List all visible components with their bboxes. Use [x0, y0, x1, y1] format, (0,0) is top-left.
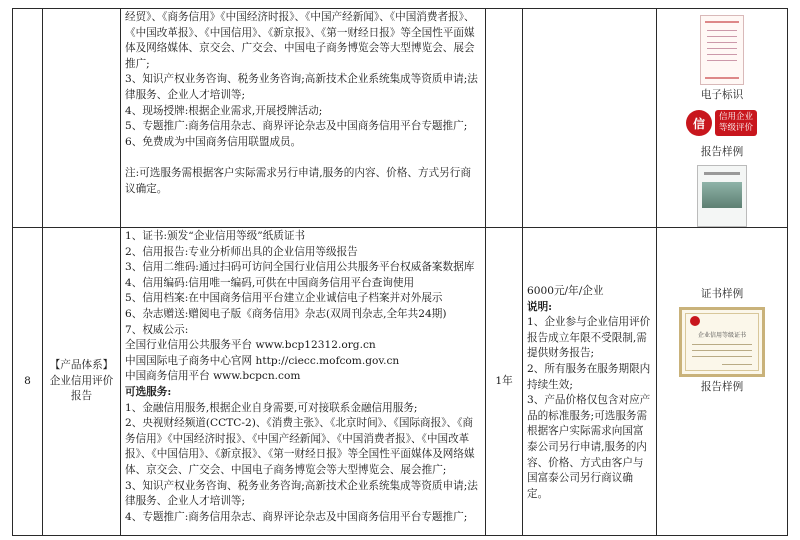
service-item: 5、信用档案:在中国商务信用平台建立企业诚信电子档案并对外展示 [125, 292, 443, 305]
link-text: 中国国际电子商务中心官网 http://ciecc.mofcom.gov.cn [125, 354, 400, 367]
row1-period-cell [485, 8, 523, 228]
row2-services-cell [120, 227, 486, 536]
row1-price-cell [522, 8, 657, 228]
caption-certificate-sample: 证书样例 [700, 288, 744, 300]
optional-title: 可选服务: [125, 385, 172, 398]
row-number: 8 [24, 374, 31, 387]
row1-services-cell [120, 8, 486, 228]
certificate-title: 企业信用等级证书 [697, 332, 746, 339]
period-text: 1年 [495, 374, 513, 387]
seal-icon: 信 [686, 110, 712, 136]
caption-report-sample: 报告样例 [700, 381, 744, 393]
service-item: 3、信用二维码:通过扫码可访问全国行业信用公共服务平台权威备案数据库 [125, 261, 475, 274]
row2-samples-cell [656, 227, 788, 536]
note-text: 注:可选服务需根据客户实际需求另行申请,服务的内容、价格、方式另行商议确定。 [125, 166, 471, 195]
optional-item: 1、金融信用服务,根据企业自身需要,可对接联系金融信用服务; [125, 401, 418, 414]
service-line: 4、现场授牌:根据企业需求,开展授牌活动; [125, 104, 323, 117]
row1-samples-cell [656, 8, 788, 228]
optional-item: 3、知识产权业务咨询、税务业务咨询;高新技术企业系统集成等资质申请;法律服务、企业人才培训等; [125, 479, 478, 508]
credit-seal-image: 信 信用企业 等级评价 [686, 107, 758, 139]
service-item: 2、信用报告:专业分析师出具的企业信用等级报告 [125, 245, 358, 258]
caption-electronic-mark: 电子标识 [700, 89, 744, 101]
caption-report-sample: 报告样例 [700, 146, 744, 158]
row2-product-cell [42, 227, 121, 536]
electronic-certificate-image [700, 15, 744, 85]
service-item: 1、证书:颁发“企业信用等级”纸质证书 [125, 230, 306, 242]
explain-item: 1、企业参与企业信用评价报告成立年限不受限制,需提供财务报告; [527, 316, 651, 360]
price-text: 6000元/年/企业 [527, 285, 604, 297]
optional-item: 2、央视财经频道(CCTC-2)、《消费主张》、《北京时间》、《国际商报》、《商务信用》《中国经济时报》、《中国产经新闻》、《中国消费者报》、《中国改革报》、《中国信用》、《新京报》、《第一财经日报》等全国性平面媒体及网络媒体、京交会、广交会、中国电子商务博览会等大型博览会、展会推广; [125, 417, 475, 476]
certificate-sample-image [679, 307, 765, 377]
row2-num-cell [12, 227, 43, 536]
service-line: 5、专题推广:商务信用杂志、商界评论杂志及中国商务信用平台专题推广; [125, 120, 468, 133]
service-line: 6、免费成为中国商务信用联盟成员。 [125, 135, 302, 148]
row2-period-cell [485, 227, 523, 536]
explain-item: 3、产品价格仅包含对应产品的标准服务;可选服务需根据客户实际需求向国富泰公司另行申请,服务的内容、价格、方式由客户与国富泰公司另行商议确定。 [527, 394, 651, 500]
service-item: 6、杂志赠送:赠阅电子版《商务信用》杂志(双周刊杂志,全年共24期) [125, 307, 447, 320]
row2-price-cell [522, 227, 657, 536]
certificate-logo-icon [690, 316, 700, 326]
report-sample-image [697, 165, 747, 227]
service-table [12, 8, 788, 536]
row1-num-cell [12, 8, 43, 228]
link-text: 全国行业信用公共服务平台 www.bcp12312.org.cn [125, 339, 376, 352]
service-item: 4、信用编码:信用唯一编码,可供在中国商务信用平台查询使用 [125, 276, 415, 289]
service-line: 3、知识产权业务咨询、税务业务咨询;高新技术企业系统集成等资质申请;法律服务、企业人才培训等; [125, 73, 478, 101]
service-item: 7、权威公示: [125, 323, 189, 336]
product-name: 【产品体系】企业信用评价报告 [49, 359, 114, 403]
explain-item: 2、所有服务在服务期限内持续生效; [527, 362, 651, 391]
explain-title: 说明: [527, 300, 553, 313]
optional-item: 4、专题推广:商务信用杂志、商界评论杂志及中国商务信用平台专题推广; [125, 510, 468, 523]
link-text: 中国商务信用平台 www.bcpcn.com [125, 370, 301, 383]
service-line: 经贸》、《商务信用》《中国经济时报》、《中国产经新闻》、《中国消费者报》、《中国改革报》、《中国信用》、《新京报》、《第一财经日报》等全国性平面媒体及网络媒体、京交会、广交会、中国电子商务博览会等大型博览会、展会推广; [125, 11, 475, 70]
row1-product-cell [42, 8, 121, 228]
